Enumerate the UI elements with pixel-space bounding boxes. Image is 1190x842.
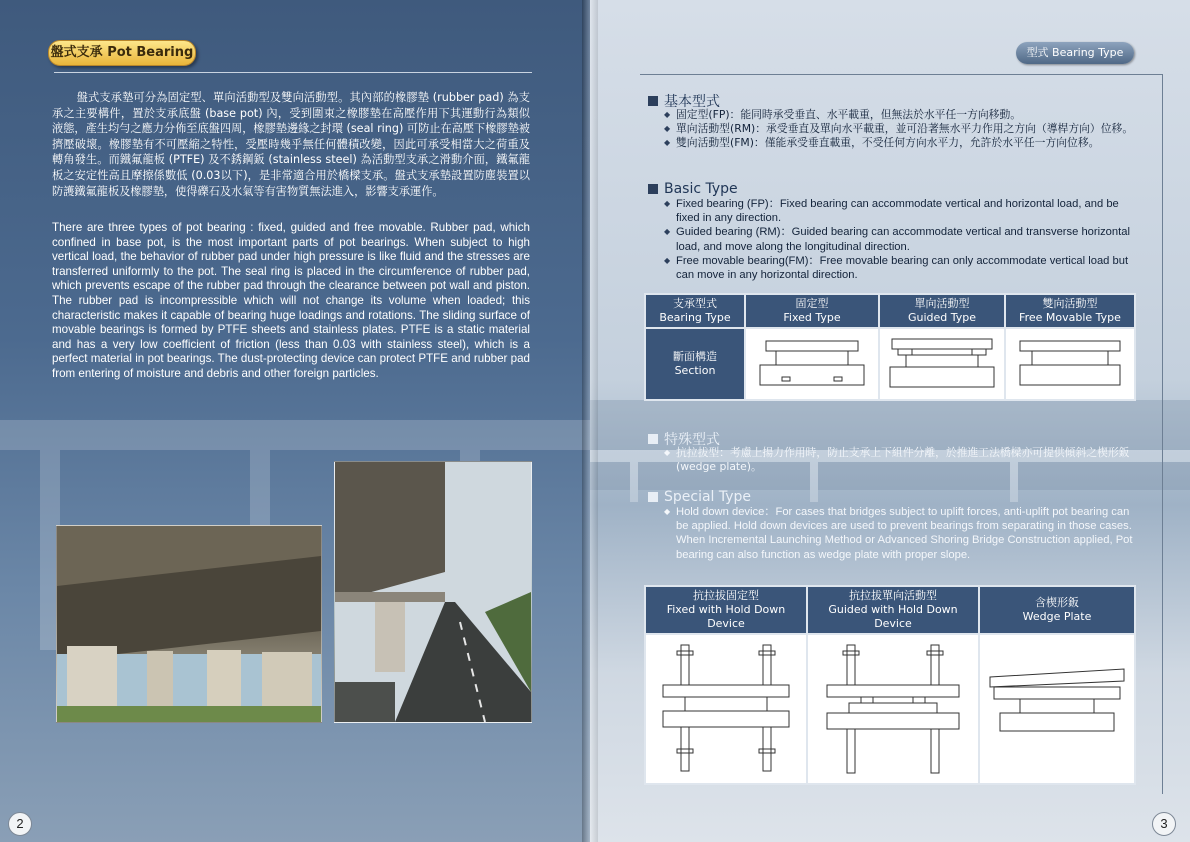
frame-line-top [640, 74, 1162, 75]
header-text: 雙向活動型 Free Movable Type [1019, 297, 1121, 324]
section-drawing-guided-hold-down [807, 634, 979, 784]
header-text: 單向活動型 Guided Type [907, 297, 977, 324]
table-header-wedge-plate [979, 586, 1135, 634]
header-text: 抗拉拔固定型 Fixed with Hold Down Device [666, 589, 786, 630]
special-type-list-en [664, 505, 1134, 562]
heading-basic-type-en [648, 181, 738, 197]
photo-bridge-underside [56, 525, 322, 723]
list-item: ◆ Free movable bearing(FM)：Free movable bearing can only accommodate vertical load but can move in any horizontal direction. [664, 254, 1134, 282]
header-text: 固定型 Fixed Type [783, 297, 841, 324]
heading-text: 基本型式 [664, 94, 720, 110]
section-title-badge: 型式 Bearing Type [1016, 42, 1134, 64]
table-header-bearing-type [645, 294, 745, 328]
book-spine [582, 0, 598, 842]
list-item: ◆ 固定型(FP)：能同時承受垂直、水平載重，但無法於水平任一方向移動。 [664, 108, 1134, 122]
basic-type-list-zh [664, 108, 1134, 151]
row-label-text: 斷面構造 Section [673, 350, 717, 377]
intro-paragraph-chinese: 盤式支承墊可分為固定型、單向活動型及雙向活動型。其內部的橡膠墊 (rubber pad) 為支承之主要構件，置於支承底盤 (base pot) 內，受到圍束之橡膠墊在高壓作用下其運動行為類似液態，產生均勻之應力分佈至底盤四周，橡膠墊邊緣之封環 (seal ring) 可防止在高壓下橡膠墊被擠壓破壞。橡膠墊有不可壓縮之特性，受壓時幾乎無任何體積改變，因此可承受相當大之荷重及轉角發生。而鐵氟龍板 (PTFE) 及不銹鋼鈑 (stainless steel) 為活動型支承之滑動介面，鐵氟龍板之安定性高且摩擦係數低 (0.03以下)，是非常適合用於橋樑支承。盤式支承墊設置防塵裝置以防護鐵氟龍板及橡膠墊，使得礫石及水氣等有害物質無法進入，影響支承運作。 [52, 91, 530, 198]
section-drawing-free-movable [1005, 328, 1135, 400]
special-type-table [644, 585, 1136, 785]
list-item: ◆ 單向活動型(RM)：承受垂直及單向水平載重，並可沿著無水平力作用之方向（導桿方向）位移。 [664, 122, 1134, 136]
page-number-left: 2 [8, 812, 32, 836]
header-text: 含楔形鈑 Wedge Plate [1022, 596, 1092, 623]
section-drawing-wedge-plate [979, 634, 1135, 784]
title-divider [54, 72, 532, 73]
list-item: ◆ 抗拉拔型：考慮上揚力作用時，防止支承上下組件分離，於推進工法橋樑亦可提供傾斜之楔形鈑 (wedge plate)。 [664, 446, 1134, 474]
table-header-free-movable [1005, 294, 1135, 328]
heading-special-type-en [648, 489, 751, 505]
page-number-right: 3 [1152, 812, 1176, 836]
heading-square-icon [648, 434, 658, 444]
header-text: 支承型式 Bearing Type [659, 297, 731, 324]
section-drawing-fixed-hold-down [645, 634, 807, 784]
photo-elevated-highway [334, 461, 532, 723]
header-text: 抗拉拔單向活動型 Guided with Hold Down Device [828, 589, 958, 630]
heading-square-icon [648, 492, 658, 502]
heading-text: Basic Type [664, 181, 738, 197]
table-header-guided [879, 294, 1005, 328]
table-header-fixed [745, 294, 879, 328]
bearing-type-table [644, 293, 1136, 401]
basic-type-list-en [664, 197, 1134, 282]
heading-square-icon [648, 96, 658, 106]
page-title-badge: 盤式支承 Pot Bearing [48, 40, 196, 66]
list-item: ◆ Fixed bearing (FP)：Fixed bearing can accommodate vertical and horizontal load, and be fixed in any direction. [664, 197, 1134, 225]
list-item: ◆ Hold down device：For cases that bridges subject to uplift forces, anti-uplift pot bearing can be applied. Hold down devices are used to prevent bearings from separating in those cases. When Incremental Launching Method or Advanced Shoring Bridge Construction applied, Pot bearing can also function as wedge plate with proper slope. [664, 505, 1134, 562]
frame-line-right [1162, 74, 1163, 794]
table-row-section-label [645, 328, 745, 400]
section-drawing-guided [879, 328, 1005, 400]
heading-square-icon [648, 184, 658, 194]
list-item: ◆ 雙向活動型(FM)：僅能承受垂直載重，不受任何方向水平力，允許於水平任一方向位移。 [664, 136, 1134, 150]
heading-text: Special Type [664, 489, 752, 505]
table-header-fixed-hold-down [645, 586, 807, 634]
special-type-list-zh [664, 446, 1134, 474]
table-header-guided-hold-down [807, 586, 979, 634]
section-drawing-fixed [745, 328, 879, 400]
intro-paragraph-english: There are three types of pot bearing : fixed, guided and free movable. Rubber pad, which confined in base pot, is the most important parts of pot bearings. When subject to high vertical load, the behavior of rubber pad under high pressure is like fluid and the stresses are transferred uniformly to the pot. The seal ring is placed in the circumference of rubber pad, which prevents escape of the rubber pad through the clearance between pot wall and piston. The rubber pad is incompressible which will not change its volume when loaded; this characteristic makes it capable of bearing huge loadings and rotations. The sliding surface of movable bearings is formed by PTFE sheets and stainless plates. PTFE is a static material and has a very low coefficient of friction (less than 0.03 with stainless steel), which is a perfect material in pot bearings. The dust-protecting device can protect PTFE and rubber pad from entering of moisture and debris and other foreign particles. [52, 221, 530, 380]
heading-text: 特殊型式 [664, 432, 720, 448]
list-item: ◆ Guided bearing (RM)：Guided bearing can accommodate vertical and transverse horizontal load, and move along the longitudinal direction. [664, 225, 1134, 253]
